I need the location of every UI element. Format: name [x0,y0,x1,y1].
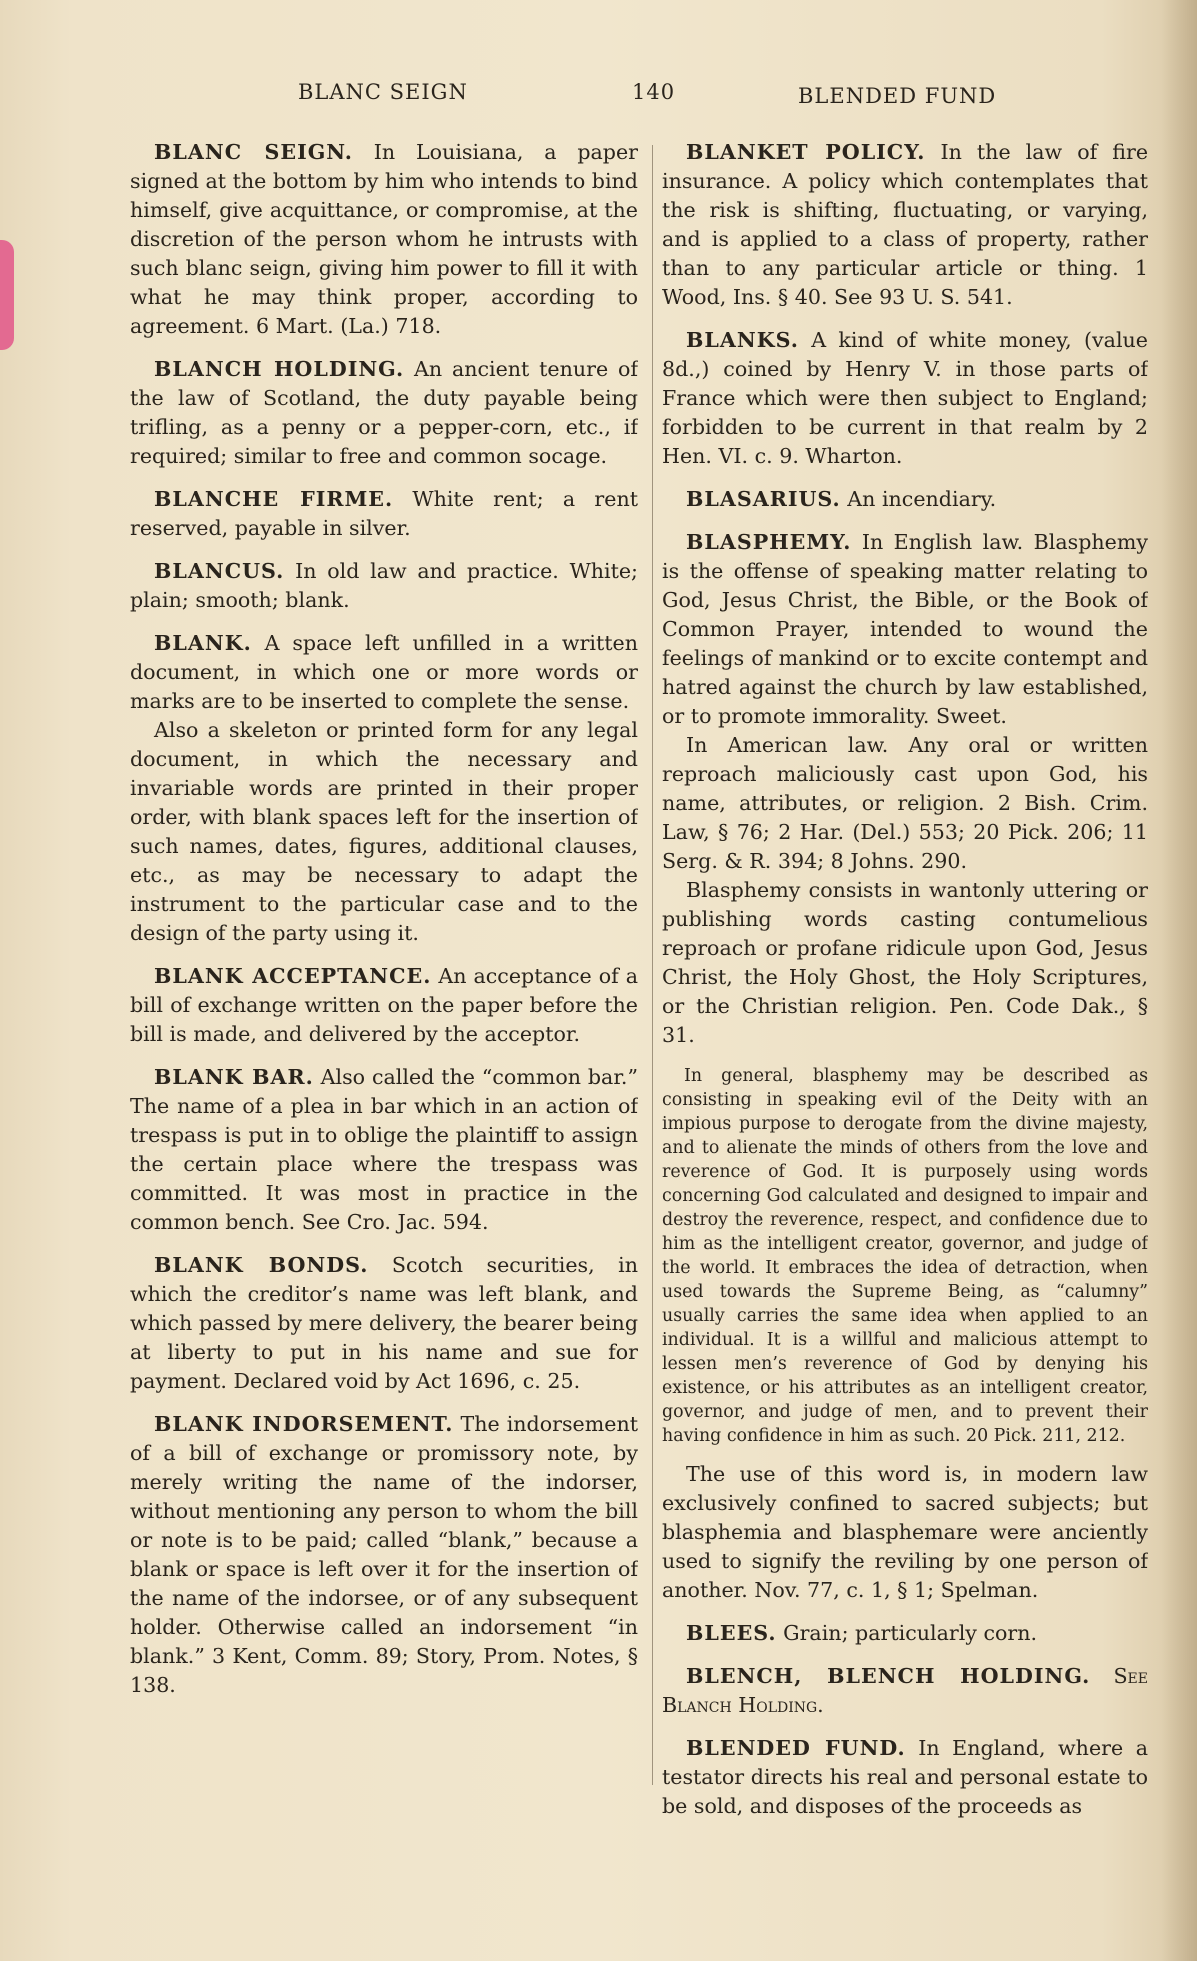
entry [662,138,1148,312]
entry-text: Grain; particularly corn. [783,1621,1038,1645]
headword: BLANK BONDS. [154,1253,369,1277]
page-number: 140 [632,80,676,104]
headword: BLASARIUS. [686,487,841,511]
entry-text: In old law and practice. White; plain; smooth; blank. [130,559,638,612]
entry [130,355,638,471]
entry [662,528,1148,1050]
entry [130,629,638,948]
headword: BLEES. [686,1621,777,1645]
entry-text: A space left unfilled in a written document, in which one or more words or marks are to be inserted to complete the sense. [130,631,638,713]
entry-paragraph [662,1662,1148,1720]
entry-paragraph [130,485,638,543]
note-paragraph: In general, blasphemy may be described as consisting in speaking evil of the Deity with an impious purpose to derogate from the divine majesty, and to alienate the minds of others from the love and reverence of God. It is purposely using words concerning God calculated and designed to impair and destroy the reverence, respect, and confidence due to him as the intelligent creator, governor, and judge of the world. It embraces the idea of detraction, when used towards the Supreme Being, as “calumny” usually carries the same idea when applied to an individual. It is a willful and malicious attempt to lessen men’s reverence of God by denying his existence, or his attributes as an intelligent creator, governor, and judge of men, and to prevent their having confidence in him as such. 20 Pick. 211, 212. [662,1066,1148,1446]
small-print-note [662,1064,1148,1448]
entry-paragraph [662,1734,1148,1821]
entry-paragraph [662,326,1148,471]
headword: BLANKS. [686,328,799,352]
entry [662,1662,1148,1720]
entry-text: See Blanch Holding. [662,1664,1148,1717]
entry-paragraph: The use of this word is, in modern law exclusively confined to sacred subjects; but blasphemia and blasphemare were anciently used to signify the reviling by one person of another. Nov. 77, c. 1, § 1; Spelman. [662,1462,1148,1602]
entry-paragraph: In American law. Any oral or written reproach maliciously cast upon God, his name, attributes, or religion. 2 Bish. Crim. Law, § 76; 2 Har. (Del.) 553; 20 Pick. 206; 11 Serg. & R. 394; 8 Johns. 290. [662,733,1148,873]
headword: BLANCHE FIRME. [154,487,394,511]
column-divider [652,145,653,1785]
headword: BLANKET POLICY. [686,140,926,164]
entry-text: A kind of white money, (value 8d.,) coined by Henry V. in those parts of France which were then subject to England; forbidden to be current in that realm by 2 Hen. VI. c. 9. Wharton. [662,328,1148,468]
pink-page-tab [0,240,14,350]
entry [130,1410,638,1700]
left-column [130,138,638,1938]
entry-text: The indorsement of a bill of exchange or promissory note, by merely writing the name of the indorser, without mentioning any person to whom the bill or note is to be paid; called “blank,” because a blank or space is left over it for the insertion of the name of the indorsee, or of any subsequent holder. Otherwise called an indorsement “in blank.” 3 Kent, Comm. 89; Story, Prom. Notes, § 138. [130,1412,638,1697]
entry [130,1063,638,1237]
entry-paragraph [662,485,1148,514]
headword: BLENDED FUND. [686,1736,906,1760]
headword: BLANK INDORSEMENT. [154,1412,454,1436]
entry-text: In the law of fire insurance. A policy which contemplates that the risk is shifting, fluctuating, or varying, and is applied to a class of property, rather than to any particular article or thing. 1 Wood, Ins. § 40. See 93 U. S. 541. [662,140,1148,309]
entry [662,1734,1148,1821]
entry-text: Also called the “common bar.” The name of a plea in bar which in an action of trespass is put in to oblige the plaintiff to assign the certain place where the trespass was committed. It was most in practice in the common bench. See Cro. Jac. 594. [130,1065,638,1234]
entry-paragraph [130,1410,638,1700]
entry [130,138,638,341]
entry [130,485,638,543]
entry-paragraph [130,557,638,615]
headword: BLASPHEMY. [686,530,852,554]
entry-text: An incendiary. [847,487,997,511]
entry-text: An acceptance of a bill of exchange written on the paper before the bill is made, and delivered by the acceptor. [130,964,638,1046]
entry-paragraph [130,1063,638,1237]
headword: BLANK. [154,631,252,655]
entry-paragraph [130,355,638,471]
entry [662,1460,1148,1605]
entry-text: In English law. Blasphemy is the offense of speaking matter relating to God, Jesus Christ, the Bible, or the Book of Common Prayer, intended to wound the feelings of mankind or to excite contempt and hatred against the church by law established, or to promote immorality. Sweet. [662,530,1148,728]
entry-text: In Louisiana, a paper signed at the bottom by him who intends to bind himself, give acquittance, or compromise, at the discretion of the person whom he intrusts with such blanc seign, giving him power to fill it with what he may think proper, according to agreement. 6 Mart. (La.) 718. [130,140,638,338]
entry-paragraph [130,1251,638,1396]
running-header [0,80,1197,120]
entry-paragraph: Also a skeleton or printed form for any legal document, in which the necessary and invariable words are printed in their proper order, with blank spaces left for the insertion of such names, dates, figures, additional clauses, etc., as may be necessary to adapt the instrument to the particular case and to the design of the party using it. [130,718,638,945]
entry-paragraph [130,138,638,341]
entry [130,962,638,1049]
headword: BLANK ACCEPTANCE. [154,964,432,988]
entry-text: White rent; a rent reserved, payable in silver. [130,487,638,540]
entry-text: An ancient tenure of the law of Scotland, the duty payable being trifling, as a penny or a pepper-corn, etc., if required; similar to free and common socage. [130,357,638,468]
entry [130,1251,638,1396]
headword: BLANCUS. [154,559,285,583]
page-edge-shadow [1161,0,1197,1961]
entry [662,1619,1148,1648]
entry [662,326,1148,471]
entry-text: In England, where a testator directs his real and personal estate to be sold, and disposes of the proceeds as [662,1736,1148,1818]
entry [130,557,638,615]
right-column [662,138,1148,1938]
headword: BLANC SEIGN. [154,140,353,164]
entry-paragraph: Blasphemy consists in wantonly uttering or publishing words casting contumelious reproach or profane ridicule upon God, Jesus Christ, the Holy Ghost, the Holy Scriptures, or the Christian religion. Pen. Code Dak., § 31. [662,878,1148,1047]
entry-paragraph [130,629,638,716]
entry [662,485,1148,514]
header-right-guideword: BLENDED FUND [798,84,997,108]
headword: BLANK BAR. [154,1065,314,1089]
header-left-guideword: BLANC SEIGN [298,80,468,104]
headword: BLANCH HOLDING. [154,357,405,381]
entry-paragraph [662,1619,1148,1648]
entry-text: Scotch securities, in which the creditor’s name was left blank, and which passed by mere delivery, the bearer being at liberty to put in his name and sue for payment. Declared void by Act 1696, c. 25. [130,1253,638,1393]
entry-paragraph [130,962,638,1049]
headword: BLENCH, BLENCH HOLDING. [686,1664,1091,1688]
entry-paragraph [662,138,1148,312]
entry-paragraph [662,528,1148,731]
